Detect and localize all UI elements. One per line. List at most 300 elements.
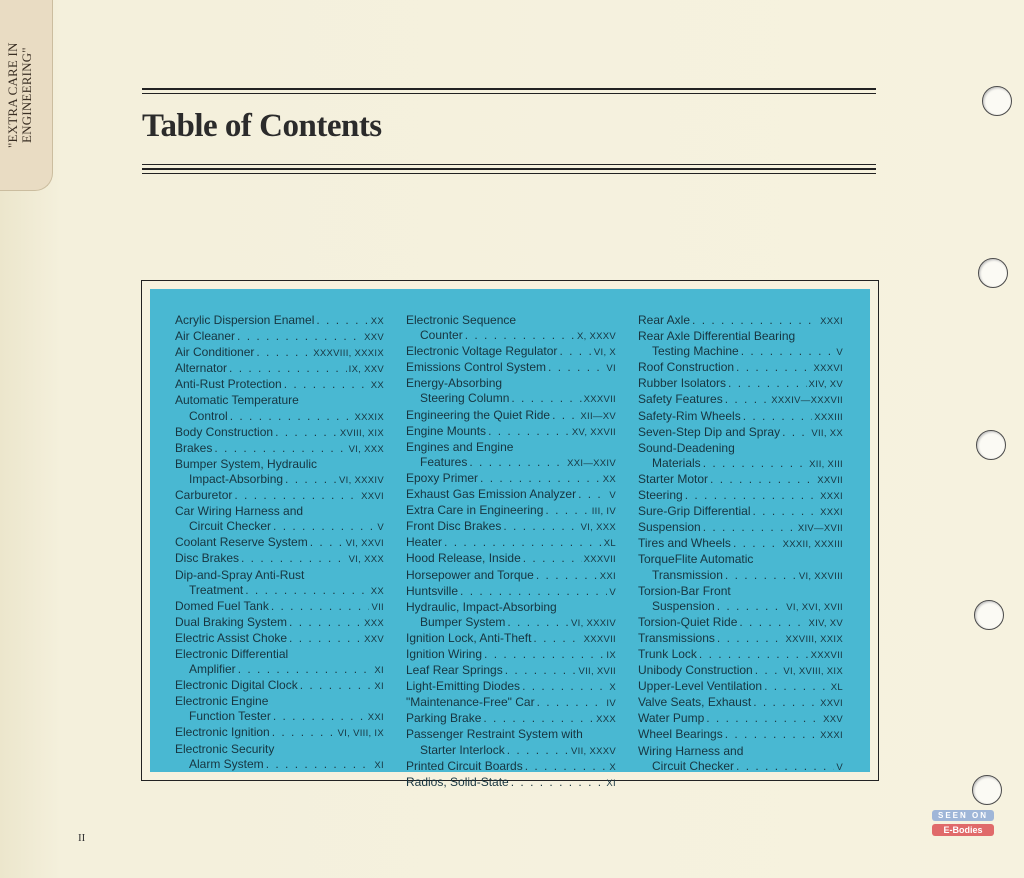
toc-entry-title: Passenger Restraint System with [406, 727, 583, 742]
page-number: II [78, 832, 86, 844]
toc-leader-dots [548, 360, 604, 375]
toc-entry-page: VII [371, 601, 384, 613]
toc-entry-title: Air Cleaner [175, 329, 236, 344]
toc-entry [175, 583, 384, 599]
toc-entry [175, 345, 384, 361]
toc-leader-dots [733, 536, 781, 551]
toc-entry-title: Emissions Control System [406, 360, 547, 375]
toc-entry [406, 775, 616, 791]
toc-entry [406, 535, 616, 551]
toc-entry-page: XXXVII [583, 394, 616, 406]
toc-entry [175, 313, 384, 329]
toc-entry-page: XX [602, 473, 616, 485]
toc-entry-title: Safety Features [638, 392, 723, 407]
toc-entry [175, 678, 384, 694]
toc-entry-title: Wiring Harness and [638, 743, 744, 758]
section-tab-label: "EXTRA CARE IN ENGINEERING" [5, 42, 34, 148]
toc-leader-dots [699, 647, 809, 662]
toc-entry-page: XXVII [817, 474, 843, 486]
toc-entry [406, 503, 616, 519]
toc-entry-page: XXXI [820, 730, 843, 742]
toc-entry-title: Electronic Engine [175, 694, 269, 709]
toc-entry-title: Steering Column [420, 391, 510, 406]
toc-entry [638, 536, 843, 552]
toc-entry-title: Carburetor [175, 488, 233, 503]
toc-leader-dots [214, 441, 346, 456]
toc-leader-dots [511, 775, 605, 790]
toc-entry-title: Tires and Wheels [638, 536, 731, 551]
toc-entry-title: Transmissions [638, 630, 715, 645]
toc-entry-title: Valve Seats, Exhaust [638, 695, 752, 710]
toc-leader-dots [764, 679, 829, 694]
toc-entry [406, 487, 616, 503]
toc-entry [175, 535, 384, 551]
toc-entry [638, 376, 843, 392]
toc-entry-title: Circuit Checker [652, 758, 735, 773]
toc-entry [638, 647, 843, 663]
toc-entry-page: XXXI [820, 507, 843, 519]
toc-entry-title: Sure-Grip Differential [638, 504, 751, 519]
toc-entry-title: Horsepower and Torque [406, 567, 534, 582]
toc-leader-dots [755, 663, 782, 678]
toc-entry-title: Front Disc Brakes [406, 519, 502, 534]
toc-leader-dots [316, 313, 368, 328]
toc-leader-dots [483, 711, 594, 726]
toc-leader-dots [559, 344, 591, 359]
toc-entry-title: Unibody Construction [638, 663, 753, 678]
toc-entry-page: XXXVII [583, 633, 616, 645]
toc-entry-page: XXXVII [583, 554, 616, 566]
toc-entry [175, 409, 384, 425]
toc-entry-page: XXX [596, 714, 616, 726]
toc-leader-dots [545, 503, 589, 518]
toc-leader-dots [444, 535, 602, 550]
toc-entry-page: VI, XXX [348, 443, 384, 455]
toc-entry-page: XXXIV—XXXVII [771, 395, 843, 407]
toc-leader-dots [273, 519, 375, 534]
toc-entry [638, 679, 843, 695]
toc-entry-page: XIV, XV [808, 617, 843, 629]
toc-entry-title: Hood Release, Inside [406, 551, 521, 566]
toc-entry-title: Disc Brakes [175, 551, 240, 566]
toc-leader-dots [578, 487, 607, 502]
toc-entry-title: Rubber Isolators [638, 376, 727, 391]
title-rule [142, 164, 876, 172]
toc-leader-dots [725, 392, 770, 407]
toc-entry [406, 408, 616, 424]
toc-entry [175, 742, 384, 757]
toc-entry [175, 694, 384, 709]
toc-entry-title: Bumper System, Hydraulic [175, 456, 318, 471]
toc-entry-page: XXXVII [810, 649, 843, 661]
toc-entry-page: XXV [364, 332, 384, 344]
toc-entry [175, 757, 384, 773]
toc-entry-title: Light-Emitting Diodes [406, 679, 521, 694]
toc-leader-dots [230, 409, 353, 424]
toc-entry [638, 344, 843, 360]
toc-entry [175, 425, 384, 441]
toc-entry-page: XXXIX [354, 411, 384, 423]
toc-entry-page: XI [374, 681, 384, 693]
contents-panel [150, 289, 870, 789]
toc-entry [406, 328, 616, 344]
toc-entry-page: III, IV [591, 506, 616, 518]
toc-entry [406, 424, 616, 440]
toc-entry-title: Heater [406, 535, 443, 550]
toc-entry-title: Starter Interlock [420, 742, 505, 757]
toc-leader-dots [703, 520, 796, 535]
badge-top: SEEN ON [932, 810, 994, 821]
toc-leader-dots [229, 361, 347, 376]
toc-entry [406, 313, 616, 328]
toc-entry-page: IX [606, 649, 616, 661]
toc-entry [638, 568, 843, 584]
binder-hole [978, 258, 1008, 288]
toc-leader-dots [505, 663, 577, 678]
toc-leader-dots [245, 583, 368, 598]
toc-entry [406, 743, 616, 759]
toc-entry [175, 457, 384, 472]
toc-entry-title: Epoxy Primer [406, 470, 479, 485]
toc-entry [638, 329, 843, 344]
toc-entry [175, 662, 384, 678]
toc-entry [175, 647, 384, 662]
toc-entry [406, 551, 616, 567]
toc-leader-dots [484, 647, 604, 662]
toc-entry [638, 727, 843, 743]
toc-entry [406, 663, 616, 679]
toc-entry-title: Amplifier [189, 662, 236, 677]
toc-entry [175, 519, 384, 535]
toc-entry [175, 725, 384, 741]
toc-leader-dots [525, 759, 608, 774]
toc-leader-dots [739, 615, 806, 630]
toc-leader-dots [710, 472, 815, 487]
toc-entry-title: Ignition Lock, Anti-Theft [406, 630, 532, 645]
toc-entry-page: X [609, 761, 616, 773]
toc-leader-dots [717, 631, 784, 646]
contents-column-1 [175, 313, 384, 773]
toc-entry-page: XXXII, XXXIII [782, 539, 843, 551]
toc-entry-page: VI, XXVI [345, 538, 384, 550]
toc-entry-page: XXI—XXIV [567, 457, 616, 469]
toc-entry [638, 425, 843, 441]
toc-entry-title: Dual Braking System [175, 614, 288, 629]
toc-entry [406, 647, 616, 663]
toc-entry-title: Energy-Absorbing [406, 376, 503, 391]
toc-entry [175, 361, 384, 377]
toc-entry-page: XXVI [820, 698, 843, 710]
toc-entry-page: XL [603, 538, 616, 550]
toc-entry [638, 631, 843, 647]
toc-entry-title: Torsion-Bar Front [638, 583, 731, 598]
toc-entry-title: Circuit Checker [189, 519, 272, 534]
toc-leader-dots [234, 488, 359, 503]
toc-entry-page: IX, XXV [348, 364, 384, 376]
toc-leader-dots [284, 377, 369, 392]
toc-entry [175, 472, 384, 488]
toc-entry-title: "Maintenance-Free" Car [406, 695, 535, 710]
toc-entry [638, 488, 843, 504]
toc-entry [406, 471, 616, 487]
toc-entry-title: Water Pump [638, 711, 705, 726]
toc-entry-title: Automatic Temperature [175, 393, 299, 408]
toc-entry-page: XV, XXVII [571, 426, 616, 438]
toc-entry-page: XII, XIII [809, 458, 843, 470]
toc-entry-page: IV [606, 698, 616, 710]
toc-entry-page: XXI [367, 712, 384, 724]
toc-entry [406, 759, 616, 775]
binder-hole [972, 775, 1002, 805]
toc-entry-title: Engine Mounts [406, 423, 487, 438]
toc-entry-page: VI, XXVIII [798, 570, 843, 582]
toc-entry-page: X [609, 682, 616, 694]
toc-leader-dots [717, 599, 785, 614]
toc-leader-dots [736, 759, 834, 774]
toc-entry-title: Safety-Rim Wheels [638, 408, 741, 423]
toc-entry-title: Acrylic Dispersion Enamel [175, 313, 315, 327]
toc-entry [406, 615, 616, 631]
toc-entry-title: Rear Axle [638, 313, 691, 327]
toc-entry [406, 679, 616, 695]
toc-entry-title: Ignition Wiring [406, 646, 483, 661]
toc-entry-page: XVIII, XIX [339, 427, 384, 439]
toc-entry [638, 409, 843, 425]
toc-entry-title: Huntsville [406, 583, 459, 598]
toc-entry [638, 759, 843, 775]
toc-entry [406, 727, 616, 742]
toc-entry-title: Rear Axle Differential Bearing [638, 329, 796, 344]
toc-entry [638, 313, 843, 329]
toc-entry-page: XXVI [361, 491, 384, 503]
toc-entry-title: Dip-and-Spray Anti-Rust [175, 567, 305, 582]
toc-entry-page: XXXIII [814, 411, 843, 423]
toc-entry-title: Features [420, 454, 468, 469]
toc-entry-page: XXX [364, 617, 384, 629]
section-tab [0, 0, 53, 191]
toc-leader-dots [469, 455, 565, 470]
toc-entry [406, 584, 616, 600]
toc-entry [175, 488, 384, 504]
toc-entry-page: VII, XXXV [571, 745, 616, 757]
toc-leader-dots [465, 328, 575, 343]
toc-leader-dots [703, 456, 807, 471]
toc-entry [406, 600, 616, 615]
contents-column-2 [406, 313, 616, 791]
toc-entry-title: Domed Fuel Tank [175, 598, 269, 613]
toc-entry-title: Exhaust Gas Emission Analyzer [406, 487, 577, 502]
toc-entry-page: VI, XVI, XVII [786, 601, 843, 613]
toc-entry-title: Transmission [652, 567, 723, 582]
toc-entry-title: Seven-Step Dip and Spray [638, 424, 781, 439]
toc-leader-dots [552, 408, 578, 423]
toc-leader-dots [488, 424, 570, 439]
toc-leader-dots [256, 345, 311, 360]
watermark-badge [932, 810, 994, 836]
toc-leader-dots [285, 472, 337, 487]
toc-entry-title: Electronic Differential [175, 646, 289, 661]
toc-entry-page: XII—XV [580, 410, 616, 422]
toc-entry-title: Bumper System [420, 614, 506, 629]
toc-entry [175, 329, 384, 345]
toc-entry-page: XXV [364, 633, 384, 645]
toc-entry [638, 504, 843, 520]
toc-entry-page: VI [606, 363, 616, 375]
toc-entry-page: XXVIII, XXIX [785, 633, 843, 645]
toc-entry [175, 599, 384, 615]
toc-leader-dots [685, 488, 818, 503]
toc-entry [406, 391, 616, 407]
toc-entry [638, 456, 843, 472]
toc-leader-dots [237, 329, 362, 344]
toc-leader-dots [480, 471, 601, 486]
toc-entry-title: Suspension [652, 598, 715, 613]
toc-leader-dots [522, 679, 607, 694]
toc-entry-title: Steering [638, 488, 683, 503]
toc-entry-page: VII, XX [811, 427, 843, 439]
toc-entry [175, 568, 384, 583]
toc-entry-title: Treatment [189, 582, 244, 597]
toc-entry [175, 709, 384, 725]
toc-leader-dots [275, 425, 338, 440]
toc-entry-title: Electronic Security [175, 741, 275, 756]
toc-entry-title: Parking Brake [406, 711, 482, 726]
toc-entry-title: Electronic Ignition [175, 725, 270, 740]
toc-entry [638, 360, 843, 376]
toc-leader-dots [725, 727, 818, 742]
toc-entry [406, 695, 616, 711]
toc-entry [638, 615, 843, 631]
toc-leader-dots [507, 615, 569, 630]
toc-entry-title: Suspension [638, 520, 701, 535]
toc-leader-dots [782, 425, 809, 440]
toc-entry [406, 344, 616, 360]
toc-entry-title: Hydraulic, Impact-Absorbing [406, 599, 557, 614]
toc-entry-page: VI, VIII, IX [337, 728, 384, 740]
top-rule [142, 88, 876, 94]
toc-entry-page: XXXVI [813, 363, 843, 375]
toc-entry-title: Engines and Engine [406, 439, 514, 454]
toc-entry [175, 631, 384, 647]
toc-leader-dots [523, 551, 582, 566]
toc-leader-dots [743, 409, 813, 424]
toc-entry-page: XX [370, 585, 384, 597]
toc-entry [638, 711, 843, 727]
binder-hole [976, 430, 1006, 460]
toc-entry-title: Testing Machine [652, 344, 739, 359]
toc-entry [638, 552, 843, 567]
toc-entry-page: VII, XVII [578, 666, 616, 678]
binder-hole [974, 600, 1004, 630]
toc-entry-title: Car Wiring Harness and [175, 504, 304, 519]
toc-leader-dots [460, 584, 607, 599]
toc-leader-dots [753, 695, 818, 710]
toc-entry [406, 519, 616, 535]
toc-leader-dots [273, 709, 366, 724]
toc-entry-title: Impact-Absorbing [189, 471, 284, 486]
toc-leader-dots [692, 313, 818, 328]
toc-entry-title: Printed Circuit Boards [406, 758, 523, 773]
toc-entry-page: XX [370, 316, 384, 327]
toc-leader-dots [271, 599, 370, 614]
toc-entry [638, 392, 843, 408]
toc-entry-title: Materials [652, 455, 701, 470]
toc-entry [638, 663, 843, 679]
toc-entry [638, 520, 843, 536]
toc-leader-dots [706, 711, 821, 726]
toc-entry-title: Alternator [175, 361, 228, 376]
toc-leader-dots [289, 631, 362, 646]
toc-entry-page: V [836, 347, 843, 359]
toc-leader-dots [533, 631, 581, 646]
toc-entry-title: Upper-Level Ventilation [638, 679, 763, 694]
toc-entry [175, 441, 384, 457]
toc-entry-page: VI, XXXIV [339, 474, 384, 486]
toc-entry-title: Roof Construction [638, 360, 735, 375]
toc-entry-title: Extra Care in Engineering [406, 503, 544, 518]
toc-entry-title: Electronic Digital Clock [175, 678, 298, 693]
toc-entry-title: Counter [420, 328, 463, 343]
toc-entry-title: Electronic Sequence [406, 313, 517, 327]
toc-entry-title: Coolant Reserve System [175, 535, 308, 550]
toc-entry-title: Starter Motor [638, 471, 709, 486]
toc-entry-page: XXI [599, 570, 616, 582]
toc-leader-dots [289, 615, 362, 630]
toc-entry [638, 472, 843, 488]
toc-entry-page: X, XXXV [576, 331, 616, 343]
toc-leader-dots [300, 678, 373, 693]
toc-leader-dots [511, 391, 581, 406]
toc-entry [406, 711, 616, 727]
toc-entry-title: Air Conditioner [175, 345, 255, 360]
toc-leader-dots [741, 344, 835, 359]
toc-entry-page: XXXVIII, XXXIX [313, 348, 384, 360]
toc-leader-dots [310, 535, 344, 550]
toc-entry [175, 551, 384, 567]
toc-entry-page: V [609, 586, 616, 598]
toc-leader-dots [537, 695, 605, 710]
toc-entry-title: TorqueFlite Automatic [638, 552, 754, 567]
toc-entry-title: Electric Assist Choke [175, 630, 288, 645]
toc-entry [175, 615, 384, 631]
toc-leader-dots [272, 725, 336, 740]
toc-entry-page: V [377, 522, 384, 534]
toc-entry-page: XIV—XVII [797, 523, 843, 535]
toc-leader-dots [507, 743, 569, 758]
toc-entry [406, 631, 616, 647]
toc-entry-page: XIV, XV [808, 379, 843, 391]
toc-entry [638, 744, 843, 759]
toc-entry-page: VI, XVIII, XIX [783, 666, 843, 678]
toc-entry-title: Sound-Deadening [638, 440, 735, 455]
toc-entry-page: VI, XXXIV [571, 617, 616, 629]
toc-entry [406, 360, 616, 376]
contents-column-3 [638, 313, 843, 775]
toc-entry-title: Electronic Voltage Regulator [406, 344, 558, 359]
toc-leader-dots [241, 551, 347, 566]
toc-entry-title: Radios, Solid-State [406, 774, 509, 789]
toc-leader-dots [536, 568, 598, 583]
toc-entry-title: Brakes [175, 440, 213, 455]
toc-entry-title: Function Tester [189, 709, 271, 724]
toc-entry-page: V [836, 761, 843, 773]
toc-entry [406, 376, 616, 391]
toc-entry-page: XX [370, 380, 384, 392]
toc-entry [175, 393, 384, 408]
toc-entry [638, 584, 843, 599]
toc-entry-page: VI, X [593, 347, 616, 359]
toc-entry [406, 455, 616, 471]
